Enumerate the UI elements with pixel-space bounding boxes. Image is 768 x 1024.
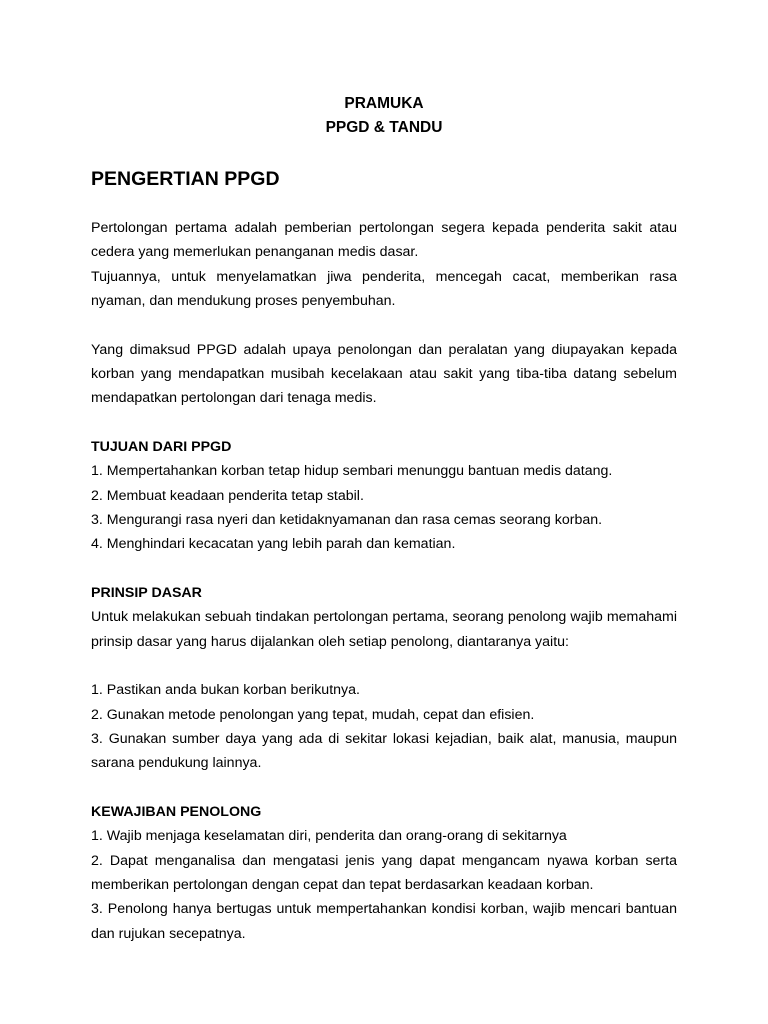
document-title-line1: PRAMUKA	[344, 95, 424, 112]
list-item: 2. Membuat keadaan penderita tetap stabil.	[91, 487, 364, 504]
tujuan-list	[91, 459, 677, 557]
prinsip-list	[91, 678, 677, 776]
intro-paragraph-2: Tujuannya, untuk menyelamatkan jiwa penderita, mencegah cacat, memberikan rasa nyaman, dan mendukung proses penyembuhan.	[91, 268, 677, 310]
section-heading-kewajiban: KEWAJIBAN PENOLONG	[91, 803, 262, 820]
list-item: 2. Gunakan metode penolongan yang tepat, mudah, cepat dan efisien.	[91, 706, 535, 723]
section-heading-tujuan: TUJUAN DARI PPGD	[91, 438, 232, 455]
list-item: 1. Mempertahankan korban tetap hidup sembari menunggu bantuan medis datang.	[91, 463, 613, 480]
intro-paragraph-3: Yang dimaksud PPGD adalah upaya penolongan dan peralatan yang diupayakan kepada korban yang mendapatkan musibah kecelakaan atau sakit yang tiba-tiba datang sebelum mendapatkan pertolongan dari tenaga medis.	[91, 341, 677, 407]
list-item: 3. Gunakan sumber daya yang ada di sekitar lokasi kejadian, baik alat, manusia, maupun sarana pendukung lainnya.	[91, 730, 677, 772]
intro-paragraph-1: Pertolongan pertama adalah pemberian pertolongan segera kepada penderita sakit atau cedera yang memerlukan penanganan medis dasar.	[91, 220, 677, 261]
list-item: 4. Menghindari kecacatan yang lebih parah dan kematian.	[91, 536, 456, 553]
document-page	[91, 92, 677, 946]
list-item: 3. Penolong hanya bertugas untuk mempertahankan kondisi korban, wajib mencari bantuan dan rujukan secepatnya.	[91, 901, 677, 942]
kewajiban-list	[91, 824, 677, 946]
list-item: 2. Dapat menganalisa dan mengatasi jenis yang dapat mengancam nyawa korban serta memberikan pertolongan dengan cepat dan tepat berdasarkan keadaan korban.	[91, 852, 677, 893]
list-item: 1. Wajib menjaga keselamatan diri, penderita dan orang-orang di sekitarnya	[91, 828, 567, 845]
list-item: 3. Mengurangi rasa nyeri dan ketidaknyamanan dan rasa cemas seorang korban.	[91, 512, 603, 529]
list-item: 1. Pastikan anda bukan korban berikutnya.	[91, 682, 360, 699]
document-title-line2: PPGD & TANDU	[325, 119, 443, 136]
main-heading: PENGERTIAN PPGD	[91, 168, 280, 190]
section-heading-prinsip: PRINSIP DASAR	[91, 584, 202, 601]
prinsip-intro-paragraph: Untuk melakukan sebuah tindakan pertolongan pertama, seorang penolong wajib memahami prinsip dasar yang harus dijalankan oleh setiap penolong, diantaranya yaitu:	[91, 609, 677, 650]
